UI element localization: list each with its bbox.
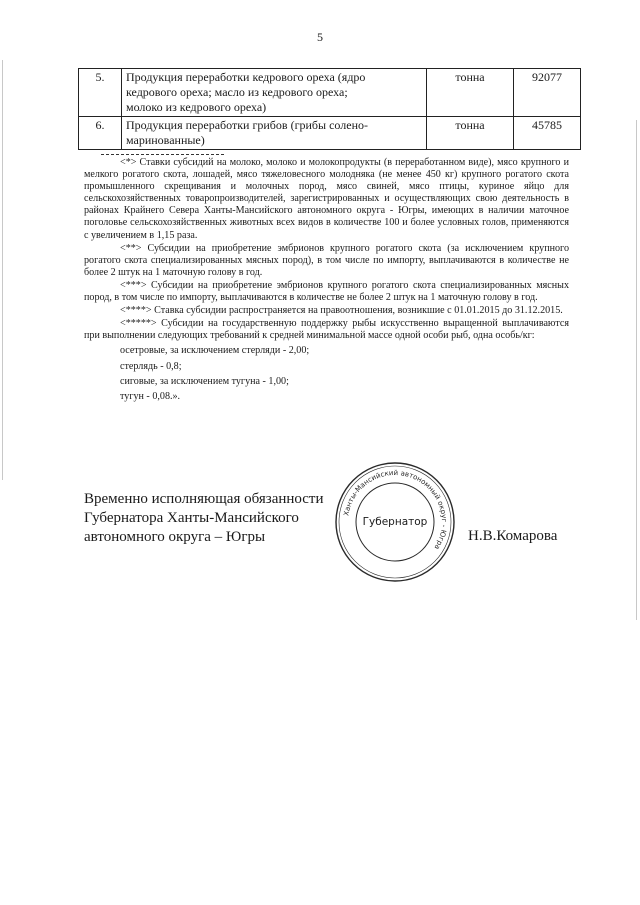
fish-requirement-item: стерлядь - 0,8;	[120, 360, 182, 372]
table-row	[79, 117, 581, 150]
page-number: 5	[317, 30, 323, 44]
footnotes	[84, 157, 569, 403]
seal-center-text: Губернатор	[362, 516, 428, 528]
seal-ring-text: Ханты-Мансийский автономный округ - Югра	[342, 468, 449, 551]
footnote-3: <***> Субсидии на приобретение эмбрионов крупного рогатого скота специализированных мясных пород, в том числе по импорту, выплачиваются в количестве не более 2 штук на 1 маточную голову в год.	[84, 279, 569, 304]
product-name-line: маринованные)	[126, 133, 205, 147]
product-name	[122, 117, 427, 150]
signatory-title	[84, 490, 324, 547]
footnote-1: <*> Ставки субсидий на молоко, молоко и молокопродукты (в переработанном виде), мясо крупного и мелкого рогатого скота, лошадей, мясо тяжеловесного молодняка (не менее 450 кг) крупного рогатого скота промышленного скрещивания и молочных пород, мясо свиней, мясо птицы, куриное яйцо для сельскохозяйственных товаропроизводителей, зарегистрированных и осуществляющих свою деятельность в районах Крайнего Севера Ханты-Мансийского автономного округа - Югры, имеющих в наличии маточное поголовье сельскохозяйственных животных всех видов в количестве 100 и более условных голов, применяются с увеличением в 1,15 раза.	[84, 157, 569, 241]
unit-cell: тонна	[427, 69, 514, 117]
table-row	[79, 69, 581, 117]
product-name-line: Продукция переработки кедрового ореха (ядро	[126, 70, 366, 84]
footnote-5: <*****> Субсидии на государственную поддержку рыбы искусственно выращенной выплачиваются при выполнении следующих требований к средней минимальной массе одной особи рыб, одна особь/кг:	[84, 318, 569, 342]
subsidy-table	[78, 68, 581, 150]
row-number: 6.	[79, 117, 122, 150]
scan-edge-line	[2, 60, 3, 480]
fish-requirement-item: тугун - 0,08.».	[120, 390, 181, 402]
governor-name: Н.В.Комарова	[468, 528, 558, 544]
signatory-line: Временно исполняющая обязанности	[84, 491, 324, 507]
product-name-line: Продукция переработки грибов (грибы солено-	[126, 118, 368, 132]
signatory-line: автономного округа – Югры	[84, 529, 266, 545]
fish-requirement-item: осетровые, за исключением стерляди - 2,00;	[120, 345, 310, 357]
product-name-line: молоко из кедрового ореха)	[126, 100, 267, 114]
signatory-line: Губернатора Ханты-Мансийского	[84, 510, 299, 526]
unit-cell: тонна	[427, 117, 514, 150]
value-cell: 45785	[514, 117, 581, 150]
footnote-4: <****> Ставка субсидии распространяется на правоотношения, возникшие с 01.01.2015 до 31.12.2015.	[120, 305, 563, 317]
footnote-separator	[101, 154, 224, 155]
scan-edge-line	[636, 120, 637, 620]
row-number: 5.	[79, 69, 122, 117]
product-name-line: кедрового ореха; масло из кедрового ореха;	[126, 85, 348, 99]
value-cell: 92077	[514, 69, 581, 117]
footnote-2: <**> Субсидии на приобретение эмбрионов крупного рогатого скота (за исключением крупного рогатого скота специализированных мясных пород), в том числе по импорту, выплачиваются в количестве не более 2 штук на 1 маточную голову в год.	[84, 242, 569, 278]
fish-requirement-item: сиговые, за исключением тугуна - 1,00;	[120, 375, 289, 387]
product-name	[122, 69, 427, 117]
